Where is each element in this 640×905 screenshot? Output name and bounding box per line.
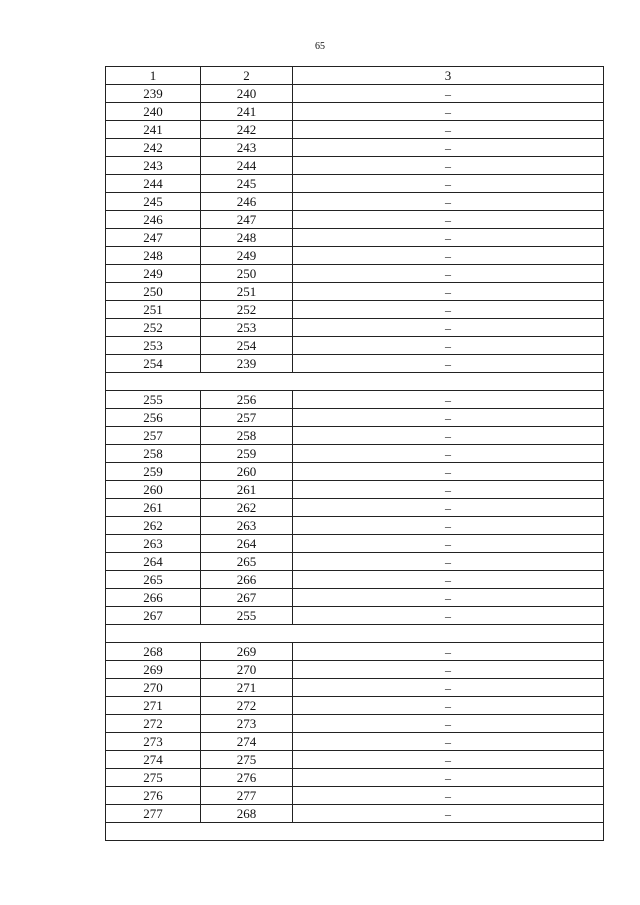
table-cell-col-2: 271	[201, 679, 293, 697]
table-cell-col-1: 260	[106, 481, 201, 499]
table-cell-col-3: –	[293, 319, 604, 337]
table-cell-col-1: 246	[106, 211, 201, 229]
table-cell-col-3: –	[293, 517, 604, 535]
table-cell-col-2: 265	[201, 553, 293, 571]
table-cell-col-1: 254	[106, 355, 201, 373]
table-cell-col-3: –	[293, 553, 604, 571]
table-cell-col-2: 261	[201, 481, 293, 499]
table-cell-col-2: 241	[201, 103, 293, 121]
table-cell-col-2: 253	[201, 319, 293, 337]
table-row	[106, 391, 604, 409]
table-cell-col-3: –	[293, 751, 604, 769]
table-cell-col-3: –	[293, 103, 604, 121]
table-cell-col-1: 252	[106, 319, 201, 337]
table-cell-col-3: –	[293, 283, 604, 301]
header-cell-2: 2	[201, 67, 293, 85]
table-row	[106, 409, 604, 427]
table-row	[106, 481, 604, 499]
table-cell-col-3: –	[293, 607, 604, 625]
table-cell-col-2: 263	[201, 517, 293, 535]
table-cell-col-2: 260	[201, 463, 293, 481]
table-cell-col-3: –	[293, 355, 604, 373]
header-cell-1: 1	[106, 67, 201, 85]
table-row	[106, 355, 604, 373]
table-row	[106, 553, 604, 571]
table-cell-col-1: 263	[106, 535, 201, 553]
table-cell-col-2: 272	[201, 697, 293, 715]
table-cell-col-1: 270	[106, 679, 201, 697]
table-cell-col-3: –	[293, 805, 604, 823]
table-cell-col-2: 243	[201, 139, 293, 157]
table-cell-col-2: 240	[201, 85, 293, 103]
table-cell-col-3: –	[293, 769, 604, 787]
table-cell-col-2: 246	[201, 193, 293, 211]
table-cell-col-2: 274	[201, 733, 293, 751]
table-cell-col-2: 270	[201, 661, 293, 679]
table-cell-col-3: –	[293, 247, 604, 265]
table-cell-col-3: –	[293, 265, 604, 283]
table-cell-col-2: 252	[201, 301, 293, 319]
table-cell-col-3: –	[293, 427, 604, 445]
group-separator-row	[106, 373, 604, 391]
table-cell-col-3: –	[293, 211, 604, 229]
table-cell-col-2: 257	[201, 409, 293, 427]
table-cell-col-1: 261	[106, 499, 201, 517]
table-row	[106, 589, 604, 607]
table-cell-col-1: 251	[106, 301, 201, 319]
table-cell-col-2: 245	[201, 175, 293, 193]
table-row	[106, 751, 604, 769]
table-row	[106, 427, 604, 445]
table-row	[106, 337, 604, 355]
table-cell-col-1: 264	[106, 553, 201, 571]
table-cell-col-3: –	[293, 193, 604, 211]
table-cell-col-3: –	[293, 121, 604, 139]
table-cell-col-1: 240	[106, 103, 201, 121]
table-cell-col-2: 247	[201, 211, 293, 229]
table-cell-col-2: 258	[201, 427, 293, 445]
table-row	[106, 247, 604, 265]
table-cell-col-2: 268	[201, 805, 293, 823]
table-cell-col-1: 276	[106, 787, 201, 805]
table-cell-col-1: 272	[106, 715, 201, 733]
data-table	[105, 66, 604, 841]
table-cell-col-2: 273	[201, 715, 293, 733]
table-cell-col-1: 258	[106, 445, 201, 463]
table-row	[106, 301, 604, 319]
table-row	[106, 139, 604, 157]
table-cell-col-3: –	[293, 787, 604, 805]
table-row	[106, 787, 604, 805]
table-row	[106, 697, 604, 715]
table-cell-col-3: –	[293, 733, 604, 751]
table-cell-col-1: 273	[106, 733, 201, 751]
table-cell-col-2: 264	[201, 535, 293, 553]
table-cell-col-3: –	[293, 229, 604, 247]
table-row	[106, 715, 604, 733]
table-cell-col-1: 244	[106, 175, 201, 193]
table-row	[106, 229, 604, 247]
table-cell-col-1: 274	[106, 751, 201, 769]
table-row	[106, 265, 604, 283]
table-cell-col-1: 243	[106, 157, 201, 175]
table-row	[106, 121, 604, 139]
table-cell-col-3: –	[293, 481, 604, 499]
table-cell-col-2: 254	[201, 337, 293, 355]
table-row	[106, 445, 604, 463]
table-row	[106, 517, 604, 535]
table-cell-col-1: 269	[106, 661, 201, 679]
table-cell-col-1: 239	[106, 85, 201, 103]
table-cell-col-3: –	[293, 589, 604, 607]
table-cell-col-2: 277	[201, 787, 293, 805]
table-cell-col-1: 256	[106, 409, 201, 427]
table-row	[106, 211, 604, 229]
table-cell-col-2: 256	[201, 391, 293, 409]
table-cell-col-2: 267	[201, 589, 293, 607]
table-cell-col-3: –	[293, 661, 604, 679]
table-cell-col-1: 257	[106, 427, 201, 445]
table-cell-col-1: 253	[106, 337, 201, 355]
table-cell-col-3: –	[293, 643, 604, 661]
table-cell-col-2: 275	[201, 751, 293, 769]
table-cell-col-2: 248	[201, 229, 293, 247]
table-header-row	[106, 67, 604, 85]
table-cell-col-2: 276	[201, 769, 293, 787]
table-cell-col-1: 247	[106, 229, 201, 247]
table-cell-col-3: –	[293, 85, 604, 103]
table-cell-col-3: –	[293, 463, 604, 481]
separator-cell	[106, 373, 604, 391]
table-cell-col-1: 249	[106, 265, 201, 283]
group-separator-row	[106, 823, 604, 841]
table-cell-col-3: –	[293, 679, 604, 697]
table-row	[106, 175, 604, 193]
table-cell-col-2: 259	[201, 445, 293, 463]
table-row	[106, 607, 604, 625]
table-cell-col-3: –	[293, 139, 604, 157]
table-row	[106, 283, 604, 301]
separator-cell	[106, 823, 604, 841]
table-row	[106, 103, 604, 121]
separator-cell	[106, 625, 604, 643]
table-cell-col-3: –	[293, 535, 604, 553]
table-cell-col-1: 265	[106, 571, 201, 589]
table-cell-col-2: 244	[201, 157, 293, 175]
table-cell-col-1: 277	[106, 805, 201, 823]
table-row	[106, 805, 604, 823]
table-cell-col-2: 242	[201, 121, 293, 139]
table-cell-col-3: –	[293, 337, 604, 355]
table-row	[106, 769, 604, 787]
table-cell-col-2: 255	[201, 607, 293, 625]
table-cell-col-3: –	[293, 157, 604, 175]
table-cell-col-2: 249	[201, 247, 293, 265]
table-cell-col-3: –	[293, 499, 604, 517]
table-cell-col-1: 250	[106, 283, 201, 301]
table-cell-col-2: 250	[201, 265, 293, 283]
page-number: 65	[315, 41, 325, 52]
table-cell-col-2: 251	[201, 283, 293, 301]
table-row	[106, 319, 604, 337]
header-cell-3: 3	[293, 67, 604, 85]
table-row	[106, 499, 604, 517]
table-cell-col-3: –	[293, 571, 604, 589]
table-cell-col-3: –	[293, 445, 604, 463]
table-row	[106, 733, 604, 751]
table-cell-col-1: 259	[106, 463, 201, 481]
table-cell-col-1: 275	[106, 769, 201, 787]
table-row	[106, 661, 604, 679]
table-cell-col-3: –	[293, 175, 604, 193]
table-cell-col-1: 255	[106, 391, 201, 409]
table-cell-col-1: 267	[106, 607, 201, 625]
table-row	[106, 193, 604, 211]
table-cell-col-1: 242	[106, 139, 201, 157]
table-row	[106, 643, 604, 661]
table-cell-col-3: –	[293, 301, 604, 319]
table-cell-col-1: 266	[106, 589, 201, 607]
table-row	[106, 679, 604, 697]
table-cell-col-2: 266	[201, 571, 293, 589]
table-body	[106, 67, 604, 841]
table-cell-col-1: 268	[106, 643, 201, 661]
group-separator-row	[106, 625, 604, 643]
table-cell-col-3: –	[293, 715, 604, 733]
table-row	[106, 463, 604, 481]
table-cell-col-1: 241	[106, 121, 201, 139]
table-cell-col-3: –	[293, 697, 604, 715]
table-cell-col-3: –	[293, 391, 604, 409]
table-cell-col-1: 248	[106, 247, 201, 265]
table-row	[106, 571, 604, 589]
table-cell-col-2: 262	[201, 499, 293, 517]
table-cell-col-3: –	[293, 409, 604, 427]
table-row	[106, 85, 604, 103]
table-cell-col-1: 271	[106, 697, 201, 715]
table-row	[106, 535, 604, 553]
table-cell-col-1: 245	[106, 193, 201, 211]
table-cell-col-1: 262	[106, 517, 201, 535]
table-cell-col-2: 239	[201, 355, 293, 373]
table-cell-col-2: 269	[201, 643, 293, 661]
table-row	[106, 157, 604, 175]
